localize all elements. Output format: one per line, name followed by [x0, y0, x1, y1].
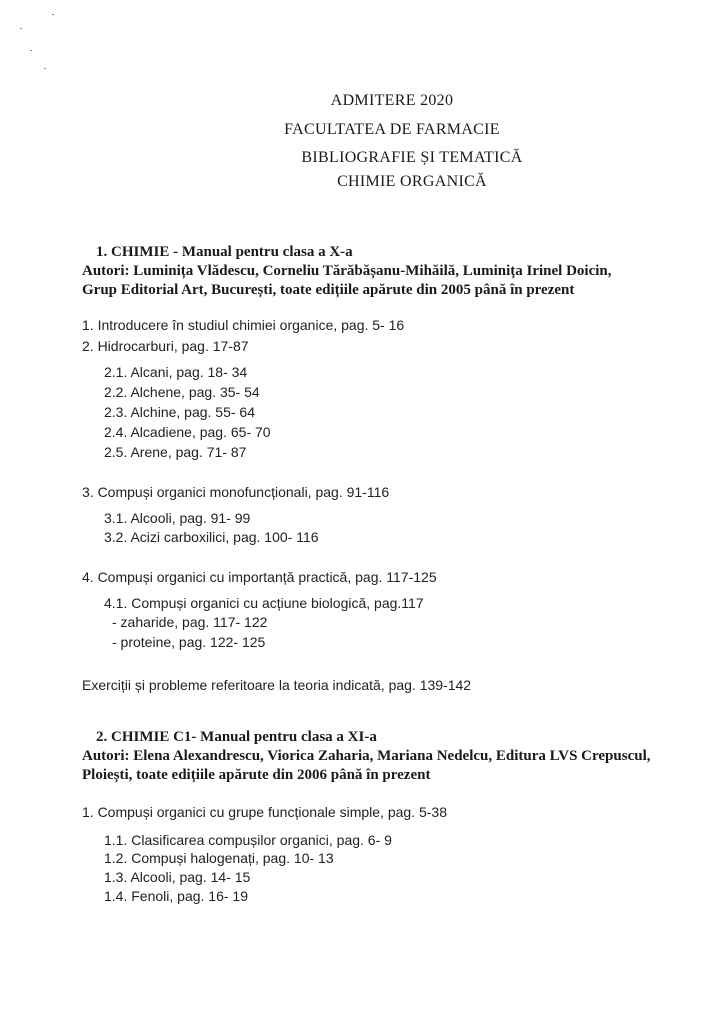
list-item: 3.2. Acizi carboxilici, pag. 100- 116	[104, 529, 319, 545]
list-item: 2.4. Alcadiene, pag. 65- 70	[104, 424, 271, 440]
section-publisher: Grup Editorial Art, București, toate edițiile apărute din 2005 până în prezent	[82, 282, 575, 298]
list-item: 2.5. Arene, pag. 71- 87	[104, 444, 247, 460]
list-item: 3. Compuși organici monofuncționali, pag. 91-116	[82, 484, 390, 500]
header-line-4: CHIMIE ORGANICĂ	[337, 173, 487, 190]
list-item: 2.2. Alchene, pag. 35- 54	[104, 384, 260, 400]
list-item: 2.3. Alchine, pag. 55- 64	[104, 404, 255, 420]
section-publisher: Ploiești, toate edițiile apărute din 2006 până în prezent	[82, 767, 431, 783]
section-authors: Autori: Luminița Vlădescu, Corneliu Tărăbășanu-Mihăilă, Luminița Irinel Doicin,	[82, 263, 612, 279]
list-item: 1.3. Alcooli, pag. 14- 15	[104, 869, 251, 885]
section-title: 2. CHIMIE C1- Manual pentru clasa a XI-a	[96, 729, 377, 745]
list-item: Exerciții și probleme referitoare la teoria indicată, pag. 139-142	[82, 677, 472, 693]
list-item: 1. Compuși organici cu grupe funcționale simple, pag. 5-38	[82, 804, 447, 820]
list-item: - zaharide, pag. 117- 122	[112, 614, 268, 630]
list-item: 1. Introducere în studiul chimiei organice, pag. 5- 16	[82, 317, 405, 333]
scan-speck	[30, 50, 32, 51]
list-item: 1.4. Fenoli, pag. 16- 19	[104, 888, 248, 904]
header-line-3: BIBLIOGRAFIE ȘI TEMATICĂ	[301, 149, 523, 166]
list-item: 4. Compuși organici cu importanță practică, pag. 117-125	[82, 569, 437, 585]
scan-speck	[44, 68, 46, 69]
list-item: 1.1. Clasificarea compușilor organici, pag. 6- 9	[104, 832, 392, 848]
section-title: 1. CHIMIE - Manual pentru clasa a X-a	[96, 244, 353, 260]
list-item: - proteine, pag. 122- 125	[112, 634, 266, 650]
list-item: 2. Hidrocarburi, pag. 17-87	[82, 338, 249, 354]
list-item: 3.1. Alcooli, pag. 91- 99	[104, 510, 251, 526]
list-item: 2.1. Alcani, pag. 18- 34	[104, 364, 248, 380]
scan-speck	[52, 14, 54, 15]
list-item: 1.2. Compuși halogenați, pag. 10- 13	[104, 850, 334, 866]
scan-speck	[20, 28, 22, 29]
header-line-2: FACULTATEA DE FARMACIE	[284, 121, 500, 138]
section-authors: Autori: Elena Alexandrescu, Viorica Zaharia, Mariana Nedelcu, Editura LVS Crepuscul,	[82, 748, 651, 764]
header-line-1: ADMITERE 2020	[330, 92, 454, 109]
list-item: 4.1. Compuși organici cu acțiune biologică, pag.117	[104, 595, 424, 611]
